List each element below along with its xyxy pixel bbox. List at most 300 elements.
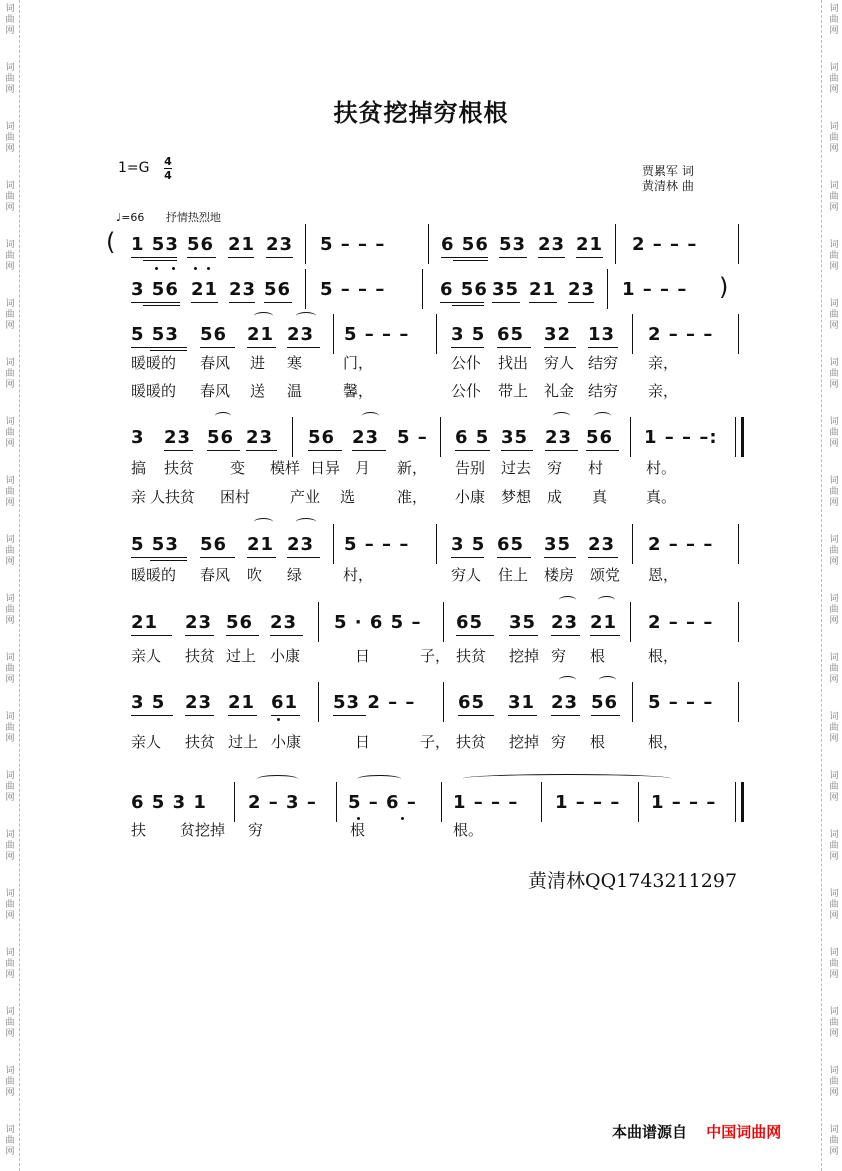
lyric-word: 产业 [290, 488, 321, 506]
watermark-char: 网 [829, 262, 839, 272]
beam-underline [150, 350, 187, 351]
watermark-char: 词 [5, 771, 15, 781]
watermark-char: 网 [5, 557, 15, 567]
lyric-word: 根 [590, 733, 606, 751]
watermark-char: 词 [5, 653, 15, 663]
note-group: 56 [200, 534, 228, 555]
lyric-line [0, 820, 842, 840]
lyric-word: 新， [397, 459, 428, 477]
note-group: 6 5 3 1 [131, 792, 207, 813]
note-group: 53 [499, 234, 527, 255]
watermark-glyphs [827, 1066, 841, 1099]
lyric-word: 馨， [343, 382, 374, 400]
beam-underline [586, 450, 619, 451]
note-group: 23 [185, 692, 213, 713]
beam-underline [458, 715, 494, 716]
slur-arc [215, 412, 231, 420]
lyric-word: 模样 [270, 459, 301, 477]
lyric-line [0, 732, 842, 752]
beam-underline [499, 257, 527, 258]
watermark-char: 曲 [5, 664, 15, 674]
lyric-word: 人扶贫 [150, 488, 196, 506]
note-group: 23 [588, 534, 616, 555]
watermark-glyphs [3, 1007, 17, 1040]
watermark-char: 网 [829, 675, 839, 685]
watermark-char: 网 [829, 498, 839, 508]
beam-underline [287, 347, 320, 348]
note-group: 56 [591, 692, 619, 713]
watermark-char: 网 [5, 203, 15, 213]
watermark-char: 词 [829, 653, 839, 663]
lyric-word: 挖掉 [509, 647, 540, 665]
barline [292, 417, 293, 457]
lyric-word: 寒 [287, 354, 303, 372]
beam-underline [588, 557, 618, 558]
lyric-word: 子， [420, 647, 451, 665]
watermark-char: 网 [829, 1029, 839, 1039]
watermark-char: 曲 [5, 723, 15, 733]
beam-underline [308, 450, 342, 451]
watermark-char: 网 [5, 262, 15, 272]
watermark-char: 曲 [829, 192, 839, 202]
note-group: 23 [185, 612, 213, 633]
composer: 黄清林 曲 [642, 179, 694, 193]
watermark-char: 曲 [829, 369, 839, 379]
lyric-word: 亲 [131, 488, 147, 506]
lyric-word: 月 [355, 459, 371, 477]
lyric-word: 扶贫 [164, 459, 195, 477]
beam-underline [131, 257, 177, 258]
watermark-char: 网 [829, 321, 839, 331]
lyric-word: 村 [588, 459, 604, 477]
notation-row [0, 230, 842, 260]
footer-brand: 中国词曲网 [706, 1123, 782, 1141]
lyric-line [0, 646, 842, 666]
beam-underline [440, 302, 484, 303]
watermark-char: 网 [5, 793, 15, 803]
note-group: 5 – – – [344, 324, 410, 345]
watermark-char: 曲 [5, 1018, 15, 1028]
lyric-word: 梦想 [501, 488, 532, 506]
lyric-line [0, 458, 842, 478]
lyric-word: 春风 [200, 354, 231, 372]
watermark-char: 词 [829, 1125, 839, 1135]
lyric-line [0, 487, 842, 507]
lyric-word: 小康 [271, 733, 302, 751]
note-group: 21 [228, 234, 256, 255]
barline [632, 314, 633, 354]
note-group: 3 [131, 427, 145, 448]
watermark-glyphs [3, 63, 17, 96]
key-signature: 1=G [118, 160, 150, 176]
watermark-char: 词 [829, 299, 839, 309]
watermark-char: 网 [5, 852, 15, 862]
watermark-char: 词 [5, 1007, 15, 1017]
lyric-word: 扶贫 [456, 647, 487, 665]
note-group: 5 – – – [320, 234, 386, 255]
beam-underline [538, 257, 565, 258]
watermark-char: 网 [829, 557, 839, 567]
note-group: 2 – – – [648, 534, 714, 555]
lyric-word: 暖暖的 [131, 354, 177, 372]
watermark-char: 曲 [829, 900, 839, 910]
watermark-char: 网 [5, 321, 15, 331]
note-group: 32 [544, 324, 572, 345]
watermark-char: 曲 [829, 15, 839, 25]
barline [738, 524, 739, 564]
beam-underline [333, 715, 366, 716]
watermark-glyphs [827, 4, 841, 37]
watermark-char: 曲 [5, 15, 15, 25]
watermark-char: 曲 [5, 428, 15, 438]
octave-dot [207, 267, 210, 270]
barline [738, 602, 739, 642]
beam-underline [271, 715, 300, 716]
beam-underline [226, 635, 259, 636]
slur-arc [296, 312, 316, 320]
lyric-word: 绿 [287, 566, 303, 584]
beam-underline [455, 450, 490, 451]
barline [305, 269, 306, 309]
beam-underline [131, 302, 180, 303]
watermark-char: 曲 [5, 1077, 15, 1087]
lyric-word: 根， [648, 647, 679, 665]
lyric-word: 亲， [648, 354, 679, 372]
note-group: 3 56 [131, 279, 179, 300]
watermark-char: 词 [829, 1066, 839, 1076]
lyric-word: 日异 [310, 459, 341, 477]
barline [428, 224, 429, 264]
watermark-char: 词 [829, 535, 839, 545]
note-group: 5 – – – [648, 692, 714, 713]
lyric-word: 礼金 [544, 382, 575, 400]
credits [642, 164, 694, 194]
note-group: 23 [287, 534, 315, 555]
beam-underline [588, 347, 618, 348]
note-group: 1 – – – [555, 792, 621, 813]
watermark-char: 词 [829, 181, 839, 191]
watermark-char: 词 [829, 63, 839, 73]
watermark-char: 词 [5, 948, 15, 958]
note-group: 5 – [397, 427, 428, 448]
tempo-marking [116, 209, 221, 225]
watermark-char: 词 [5, 63, 15, 73]
note-group: 21 [529, 279, 557, 300]
watermark-char: 网 [829, 439, 839, 449]
lyric-word: 穷人 [451, 566, 482, 584]
lyric-word: 结穷 [588, 382, 619, 400]
watermark-char: 曲 [5, 782, 15, 792]
note-group: 23 [287, 324, 315, 345]
lyric-word: 春风 [200, 566, 231, 584]
lyric-word: 日 [355, 647, 371, 665]
note-group: 2 – 3 – [248, 792, 317, 813]
note-group: 3 5 [451, 324, 486, 345]
lyric-word: 根 [590, 647, 606, 665]
octave-dot [172, 267, 175, 270]
lyric-word: 准， [397, 488, 428, 506]
watermark-char: 网 [5, 26, 15, 36]
beam-underline [568, 302, 594, 303]
lyric-word: 村。 [646, 459, 677, 477]
beam-underline [591, 715, 620, 716]
barline [632, 682, 633, 722]
note-group: 65 [497, 534, 525, 555]
slur-arc [362, 412, 379, 420]
watermark-char: 曲 [829, 133, 839, 143]
lyric-word: 找出 [498, 354, 529, 372]
watermark-char: 词 [5, 594, 15, 604]
beam-underline [247, 347, 276, 348]
barline [234, 782, 235, 822]
note-group: 56 [586, 427, 614, 448]
lyric-word: 挖掉 [509, 733, 540, 751]
note-group: 23 [246, 427, 274, 448]
beam-underline [185, 715, 214, 716]
note-group: 21 [247, 324, 275, 345]
note-group: 56 [187, 234, 215, 255]
note-group: 53 2 – – [333, 692, 416, 713]
watermark-char: 词 [5, 240, 15, 250]
watermark-char: 曲 [829, 1018, 839, 1028]
watermark-char: 网 [5, 380, 15, 390]
watermark-char: 网 [829, 203, 839, 213]
lyric-word: 扶 [131, 821, 147, 839]
watermark-char: 网 [5, 675, 15, 685]
lyric-line [0, 565, 842, 585]
barline [305, 224, 306, 264]
lyric-word: 告别 [455, 459, 486, 477]
lyric-word: 暖暖的 [131, 382, 177, 400]
watermark-char: 词 [5, 181, 15, 191]
note-group: 3 5 [131, 692, 166, 713]
note-group: 1 53 [131, 234, 179, 255]
slur-arc [357, 775, 401, 783]
note-group: 23 [270, 612, 298, 633]
beam-underline [529, 302, 557, 303]
watermark-char: 曲 [5, 1136, 15, 1146]
watermark-char: 曲 [5, 546, 15, 556]
beam-underline [131, 557, 187, 558]
notation-row [0, 320, 842, 350]
beam-underline [544, 557, 576, 558]
watermark-char: 曲 [829, 605, 839, 615]
note-group: 65 [497, 324, 525, 345]
watermark-char: 曲 [829, 428, 839, 438]
note-group: 23 [538, 234, 566, 255]
lyric-word: 小康 [455, 488, 486, 506]
beam-underline [264, 302, 292, 303]
tie-arc-long [463, 774, 671, 783]
note-group: 21 [590, 612, 618, 633]
barline [632, 524, 633, 564]
watermark-char: 词 [829, 594, 839, 604]
watermark-char: 网 [5, 911, 15, 921]
slur-arc [599, 676, 616, 684]
lyric-word: 亲人 [131, 733, 162, 751]
note-group: 6 56 [440, 279, 488, 300]
lyric-word: 真 [592, 488, 608, 506]
note-group: 21 [247, 534, 275, 555]
watermark-char: 曲 [5, 133, 15, 143]
barline [638, 782, 639, 822]
beam-underline [453, 260, 488, 261]
lyric-line [0, 353, 842, 373]
note-group: 6 5 [455, 427, 490, 448]
beam-underline [270, 635, 303, 636]
note-group: 6 56 [441, 234, 489, 255]
note-group: 5 – 6 – [348, 792, 417, 813]
arranger-signature: 黄清林QQ1743211297 [528, 870, 738, 892]
lyric-word: 穷 [248, 821, 264, 839]
watermark-char: 曲 [829, 1077, 839, 1087]
watermark-char: 网 [5, 734, 15, 744]
watermark-char: 曲 [5, 251, 15, 261]
watermark-char: 词 [829, 771, 839, 781]
lyric-word: 根， [648, 733, 679, 751]
watermark-char: 曲 [829, 782, 839, 792]
beam-underline [451, 557, 484, 558]
lyric-word: 温 [287, 382, 303, 400]
watermark-char: 网 [829, 852, 839, 862]
left-border [19, 0, 20, 1171]
barline [436, 314, 437, 354]
repeat-paren-close: ) [719, 273, 729, 301]
beam-underline [207, 450, 240, 451]
note-group: 2 – – – [648, 324, 714, 345]
note-group: 56 [308, 427, 336, 448]
beam-underline [451, 347, 484, 348]
note-group: 21 [228, 692, 256, 713]
lyric-word: 楼房 [544, 566, 575, 584]
octave-dot [277, 718, 280, 721]
lyric-word: 真。 [646, 488, 677, 506]
beam-underline [185, 635, 214, 636]
watermark-char: 网 [829, 1088, 839, 1098]
beam-underline [266, 257, 293, 258]
watermark-char: 曲 [829, 664, 839, 674]
beam-underline [131, 635, 172, 636]
watermark-glyphs [3, 181, 17, 214]
lyric-word: 暖暖的 [131, 566, 177, 584]
watermark-char: 网 [829, 970, 839, 980]
note-group: 1 – – – [453, 792, 519, 813]
note-group: 23 [229, 279, 257, 300]
repeat-paren-open: ( [106, 228, 116, 256]
note-group: 56 [200, 324, 228, 345]
note-group: 5 53 [131, 534, 179, 555]
beam-underline [228, 257, 254, 258]
watermark-char: 词 [829, 240, 839, 250]
note-group: 21 [191, 279, 219, 300]
watermark-char: 网 [5, 144, 15, 154]
note-group: 5 – – – [320, 279, 386, 300]
note-group: 2 – – – [632, 234, 698, 255]
watermark-char: 曲 [829, 1136, 839, 1146]
note-group: 65 [458, 692, 486, 713]
note-group: 23 [568, 279, 596, 300]
watermark-char: 网 [829, 26, 839, 36]
beam-underline [576, 257, 603, 258]
notation-row [0, 275, 842, 305]
beam-underline [131, 347, 187, 348]
watermark-char: 词 [829, 948, 839, 958]
lyric-line [0, 381, 842, 401]
notation-row [0, 608, 842, 638]
note-group: 23 [551, 692, 579, 713]
note-group: 56 [207, 427, 235, 448]
watermark-glyphs [827, 63, 841, 96]
watermark-char: 词 [829, 889, 839, 899]
lyric-word: 过上 [226, 647, 257, 665]
barline [615, 224, 616, 264]
beam-underline [492, 302, 520, 303]
note-group: 2 – – – [648, 612, 714, 633]
slur-arc [254, 518, 273, 526]
beam-underline [590, 635, 620, 636]
barline [607, 269, 608, 309]
watermark-char: 曲 [829, 487, 839, 497]
beam-underline [452, 305, 484, 306]
beam-underline [497, 557, 531, 558]
watermark-char: 网 [5, 498, 15, 508]
barline [443, 602, 444, 642]
lyric-word: 搞 [131, 459, 147, 477]
watermark-glyphs [3, 889, 17, 922]
lyric-word: 恩， [648, 566, 679, 584]
slur-arc [553, 412, 570, 420]
lyric-word: 结穷 [588, 354, 619, 372]
watermark-char: 词 [829, 358, 839, 368]
watermark-char: 词 [829, 1007, 839, 1017]
note-group: 23 [545, 427, 573, 448]
watermark-char: 网 [5, 1088, 15, 1098]
watermark-char: 网 [829, 380, 839, 390]
tempo-value: ♩=66 [116, 211, 145, 224]
watermark-char: 词 [829, 417, 839, 427]
watermark-char: 网 [5, 1029, 15, 1039]
lyric-word: 选 [340, 488, 356, 506]
lyric-word: 亲人 [131, 647, 162, 665]
beam-underline [544, 347, 576, 348]
note-group: 35 [544, 534, 572, 555]
watermark-char: 曲 [5, 605, 15, 615]
watermark-char: 词 [5, 535, 15, 545]
lyric-word: 根 [350, 821, 366, 839]
beam-underline [150, 560, 187, 561]
barline [630, 417, 631, 457]
lyric-word: 日 [355, 733, 371, 751]
song-title: 扶贫挖掉穷根根 [333, 99, 509, 127]
beam-underline [164, 450, 193, 451]
note-group: 1 – – –: [644, 427, 718, 448]
beam-underline [247, 557, 276, 558]
watermark-glyphs [827, 181, 841, 214]
lyric-word: 困村 [220, 488, 251, 506]
watermark-char: 网 [5, 1147, 15, 1157]
watermark-glyphs [3, 4, 17, 37]
watermark-glyphs [827, 1007, 841, 1040]
beam-underline [246, 450, 277, 451]
lyric-word: 扶贫 [456, 733, 487, 751]
beam-underline [508, 715, 537, 716]
watermark-char: 曲 [829, 251, 839, 261]
lyric-word: 吹 [247, 566, 263, 584]
watermark-char: 词 [5, 1125, 15, 1135]
lyric-word: 小康 [270, 647, 301, 665]
barline [422, 269, 423, 309]
beam-underline [143, 260, 177, 261]
